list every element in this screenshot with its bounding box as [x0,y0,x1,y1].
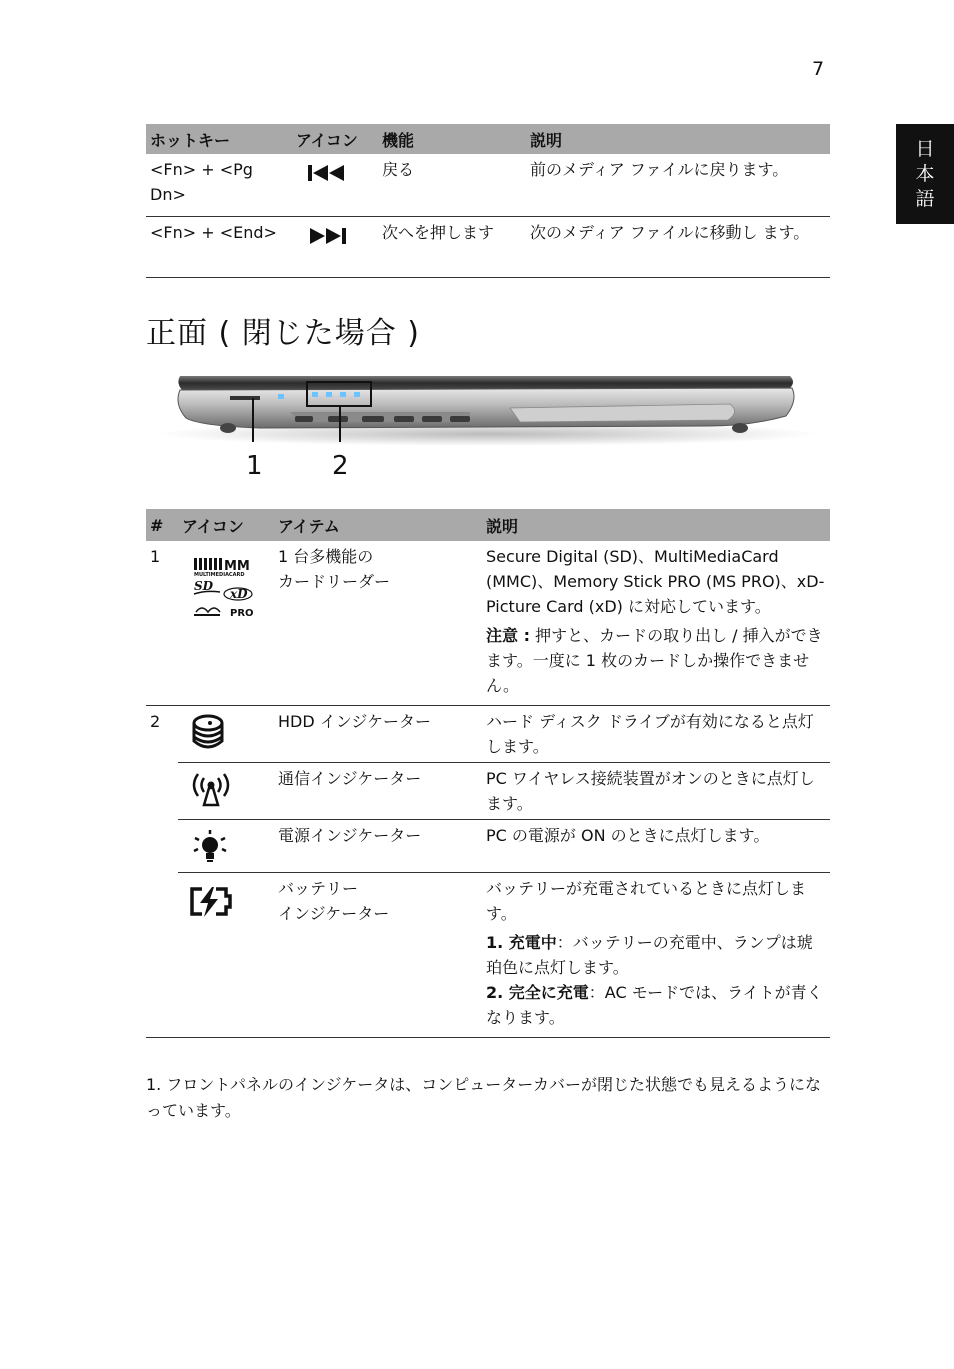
table-row [146,154,830,216]
page-number: 7 [812,58,825,80]
item-description [482,873,830,1038]
callout-2: 2 [332,451,349,478]
header-icon: アイコン [292,124,378,154]
table-row [146,873,830,1038]
hotkey-table [146,124,830,278]
header-number: # [146,509,178,541]
function-cell: 次へを押します [378,216,526,277]
state-label: 2. 完全に充電 [486,983,589,1002]
header-description: 説明 [482,509,830,541]
row-number [146,820,178,873]
battery-icon [188,886,234,918]
callout-1: 1 [246,451,263,478]
lang-char: 日 [915,137,935,160]
note-label: 注意 : [486,626,530,645]
section-title: 正面 ( 閉じた場合 ) [146,316,421,351]
state-full [486,980,826,1030]
header-hotkey: ホットキー [146,124,292,154]
svg-text:MULTIMEDIACARD: MULTIMEDIACARD [194,572,245,578]
header-function: 機能 [378,124,526,154]
row-number [146,763,178,820]
header-description: 説明 [526,124,830,154]
row-number: 1 [150,547,161,566]
item-name: 1 台多機能の カードリーダー [278,547,391,591]
language-tab [896,124,954,224]
footnote: 1. フロントパネルのインジケータは、コンピューターカバーが閉じた状態でも見えるようになっています。 [146,1075,821,1120]
function-cell: 戻る [378,154,526,216]
item-description: ハード ディスク ドライブが有効になると点灯します。 [482,706,830,763]
item-description: PC ワイヤレス接続装置がオンのときに点灯します。 [482,763,830,820]
item-description [482,541,830,706]
description-cell: 次のメディア ファイルに移動し ます。 [526,216,830,277]
item-name: 電源インジケーター [274,820,482,873]
next-track-icon [306,225,352,247]
hotkey-cell: <Fn> + <End> [146,216,292,277]
laptop-illustration [150,368,830,478]
table-row [146,216,830,277]
description-text: バッテリーが充電されているときに点灯します。 [486,879,807,923]
state-body: ：AC モードでは、ライトが青くなります。 [486,983,823,1027]
note-body: 押すと、カードの取り出し / 挿入ができます。一度に 1 枚のカードしか操作できません。 [486,626,823,695]
svg-text:xD: xD [230,587,248,601]
previous-track-icon [306,162,352,184]
table-row [146,706,830,763]
row-number: 2 [146,706,178,763]
item-description: PC の電源が ON のときに点灯します。 [482,820,830,873]
item-name: 通信インジケーター [274,763,482,820]
header-icon: アイコン [178,509,274,541]
lang-char: 本 [915,162,935,185]
description-text: Secure Digital (SD)、MultiMediaCard (MMC)、Memory Stick PRO (MS PRO)、xD-Picture Card (xD) に対応しています。 [486,547,825,616]
row-number [146,873,178,1038]
description-cell: 前のメディア ファイルに戻ります。 [526,154,830,216]
wireless-icon [188,772,234,808]
power-indicator-icon [190,829,230,869]
state-charging [486,930,826,980]
svg-text:SD: SD [194,579,214,593]
laptop-front-view [150,368,830,478]
state-label: 1. 充電中 [486,933,557,952]
note-text [486,623,826,698]
table-row [146,820,830,873]
hdd-icon [188,713,228,753]
hotkey-cell: <Fn> + <Pg Dn> [146,154,292,216]
lang-char: 語 [915,187,935,210]
table-row [146,541,830,706]
svg-text:PRO: PRO [230,608,254,619]
item-name: バッテリー インジケーター [274,873,482,1038]
svg-text:MM: MM [224,559,250,574]
item-name: HDD インジケーター [274,706,482,763]
header-item: アイテム [274,509,482,541]
card-reader-icon [192,554,262,624]
indicator-table [146,509,830,1038]
table-row [146,763,830,820]
state-body: ：バッテリーの充電中、ランプは琥珀色に点灯します。 [486,933,813,977]
